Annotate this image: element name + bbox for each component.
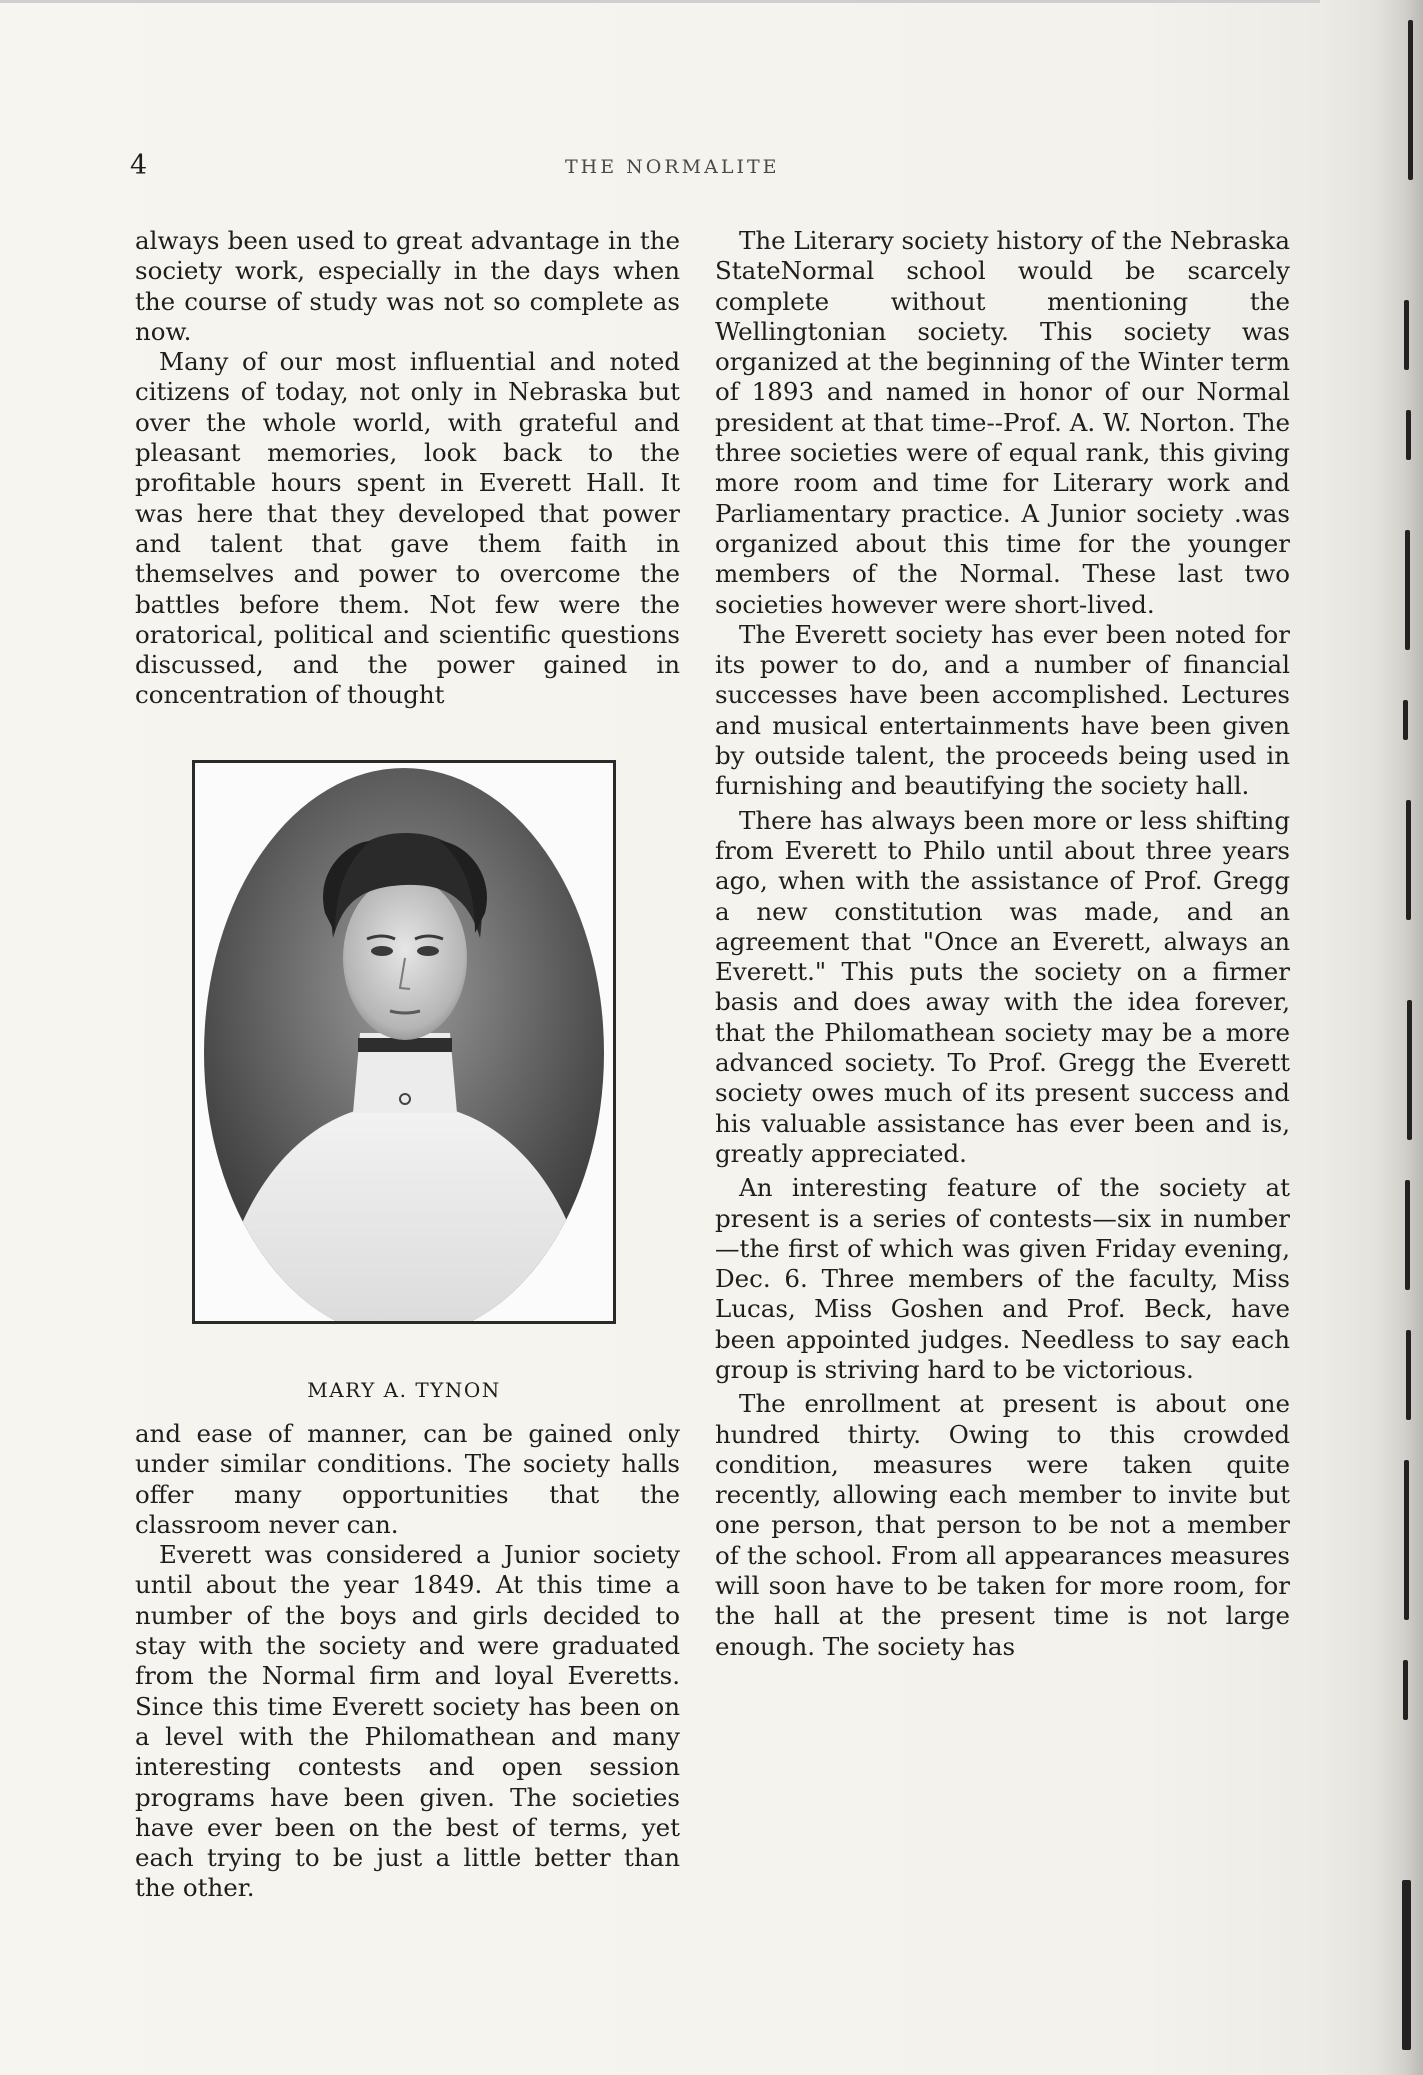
paragraph: always been used to great advantage in the society work, especially in the days when the course of study was not so complete as now. [135, 226, 680, 346]
photo-caption: MARY A. TYNON [307, 1378, 501, 1402]
portrait-illustration [195, 763, 613, 1321]
paragraph: The enrollment at present is about one hundred thirty. Owing to this crowded condition, measures were taken quite recently, allowing each member to invite but one person, that person to be not a member of the school. From all appearances measures will soon have to be taken for more room, for the hall at the present time is not large enough. The society has [715, 1389, 1290, 1661]
paragraph: The Everett society has ever been noted for its power to do, and a number of financial successes have been accomplished. Lectures and musical entertainments have been given by outside talent, the proceeds being used in furnishing and beautifying the society hall. [715, 619, 1290, 801]
paragraph: Many of our most influential and noted citizens of today, not only in Nebraska but over the whole world, with grateful and pleasant memories, look back to the profitable hours spent in Everett Hall. It was here that they developed that power and talent that gave them faith in themselves and power to overcome the battles before them. Not few were the oratorical, political and scientific questions discussed, and the power gained in concentration of thought [135, 347, 680, 710]
edge-mark [1408, 20, 1413, 180]
edge-mark [1403, 700, 1408, 740]
edge-mark [1407, 1000, 1412, 1140]
binding-shadow [1377, 0, 1423, 2075]
paragraph: An interesting feature of the society at present is a series of contests—six in number—the first of which was given Friday evening, Dec. 6. Three members of the faculty, Miss Lucas, Miss Goshen and Prof. Beck, have been appointed judges. Needless to say each group is striving hard to be victorious. [715, 1173, 1290, 1384]
portrait-photo [192, 760, 616, 1324]
edge-mark [1404, 300, 1409, 370]
edge-mark [1405, 1180, 1410, 1290]
running-head: THE NORMALITE [565, 156, 780, 178]
edge-mark [1406, 1330, 1411, 1420]
edge-mark [1402, 1880, 1411, 2050]
top-scan-edge [0, 0, 1320, 3]
edge-mark [1403, 1660, 1408, 1720]
left-column-top [135, 226, 680, 711]
edge-mark [1406, 410, 1411, 460]
paragraph: Everett was considered a Junior society until about the year 1849. At this time a number of the boys and girls decided to stay with the society and were graduated from the Normal firm and loyal Everetts. Since this time Everett society has been on a level with the Philomathean and many interesting contests and open session programs have been given. The societies have ever been on the best of terms, yet each trying to be just a little better than the other. [135, 1540, 680, 1903]
paragraph: and ease of manner, can be gained only under similar conditions. The society halls offer many opportunities that the classroom never can. [135, 1419, 680, 1539]
edge-mark [1405, 530, 1410, 650]
edge-mark [1406, 800, 1411, 920]
right-column [715, 226, 1290, 1662]
edge-mark [1404, 1460, 1409, 1620]
left-column-bottom [135, 1419, 680, 1904]
paragraph: The Literary society history of the Nebraska StateNormal school would be scarcely complete without mentioning the Wellingtonian society. This society was organized at the beginning of the Winter term of 1893 and named in honor of our Normal president at that time--Prof. A. W. Norton. The three societies were of equal rank, this giving more room and time for Literary work and Parliamentary practice. A Junior society .was organized about this time for the younger members of the Normal. These last two societies however were short-lived. [715, 226, 1290, 619]
paragraph: There has always been more or less shifting from Everett to Philo until about three years ago, when with the assistance of Prof. Gregg a new constitution was made, and an agreement that "Once an Everett, always an Everett." This puts the society on a firmer basis and does away with the idea forever, that the Philomathean society may be a more advanced society. To Prof. Gregg the Everett society owes much of its present success and his valuable assistance has ever been and is, greatly appreciated. [715, 805, 1290, 1168]
page-number: 4 [130, 150, 148, 181]
